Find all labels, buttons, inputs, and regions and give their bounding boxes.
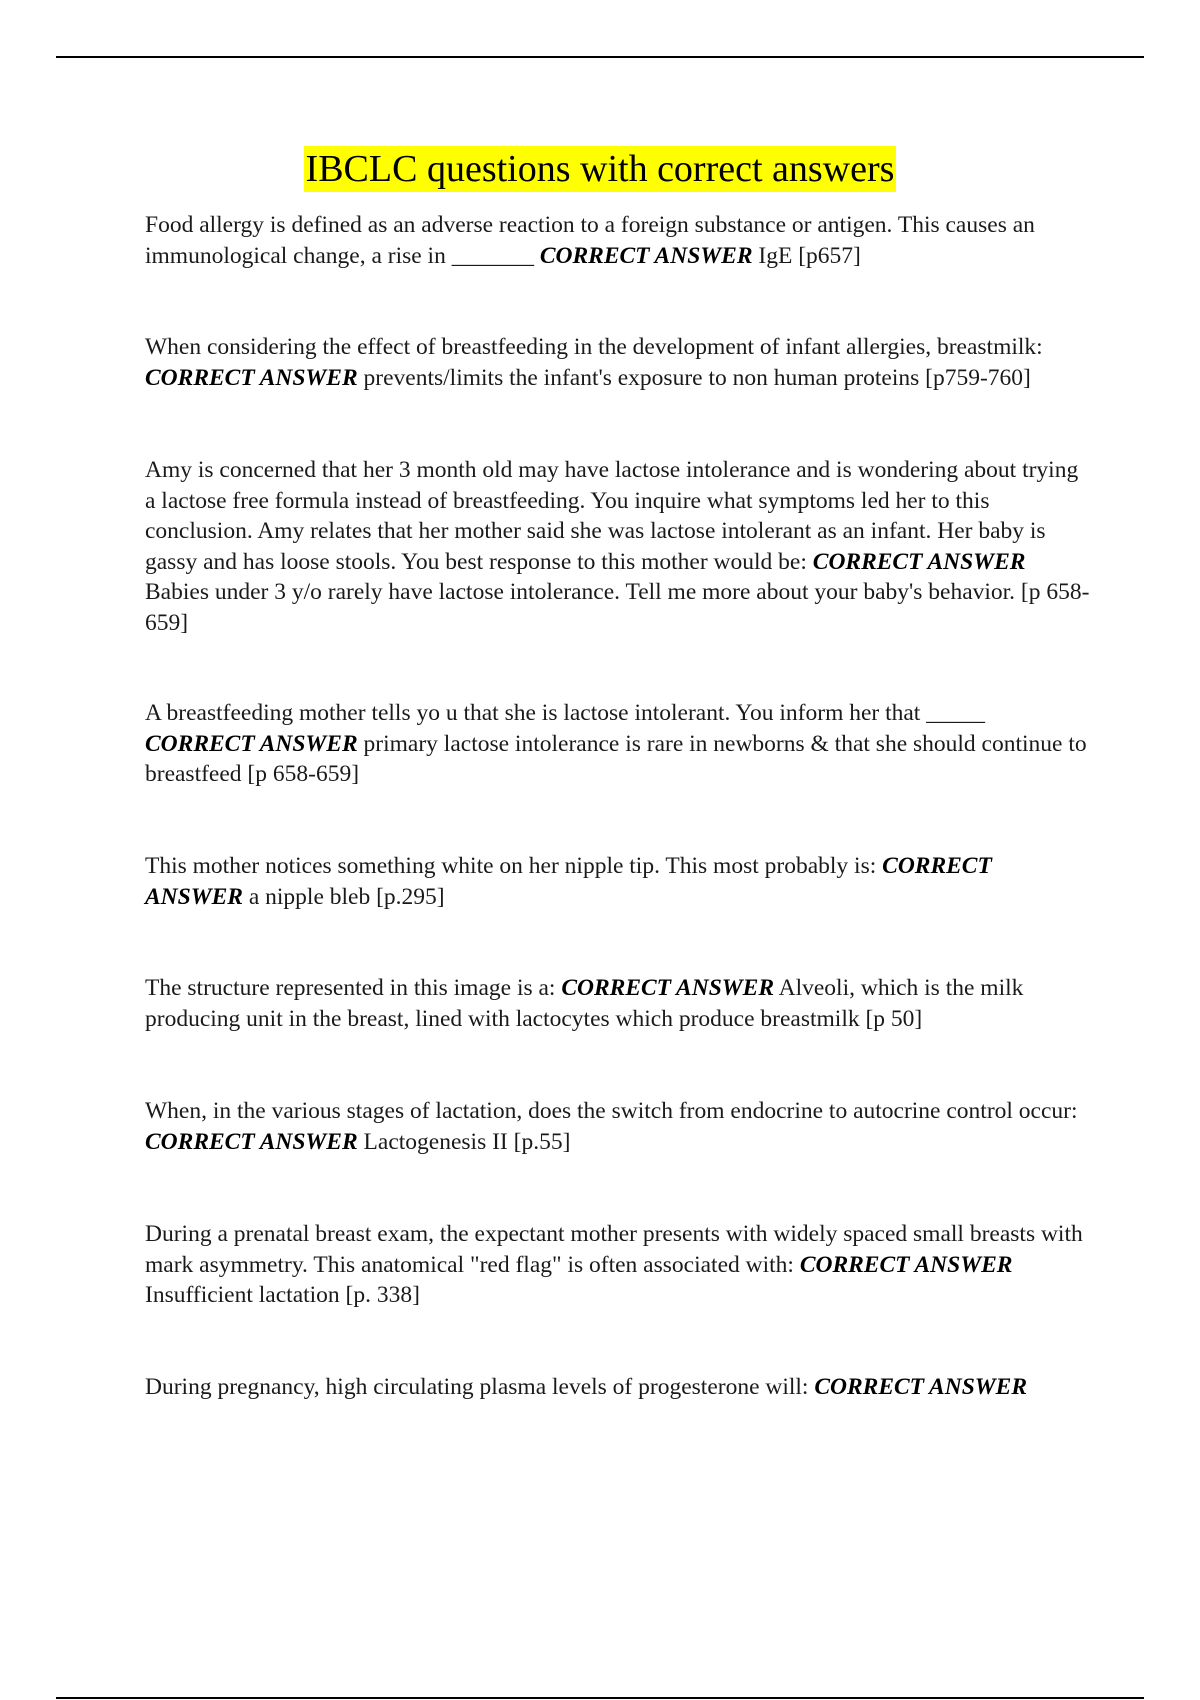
answer-text: Alveoli, which is the milk producing unit in the breast, lined with lactocytes which produce breastmilk [p 50]	[145, 975, 1024, 1032]
answer-text: IgE [p657]	[758, 242, 861, 269]
correct-answer-label: CORRECT ANSWER	[814, 1374, 1028, 1400]
correct-answer-label: CORRECT ANSWER	[799, 1251, 1013, 1278]
qa-item	[145, 332, 1090, 393]
header-rule	[56, 56, 1144, 58]
footer-rule	[56, 1697, 1144, 1699]
qa-item	[145, 1096, 1090, 1157]
qa-item	[145, 973, 1090, 1034]
question-text: During a prenatal breast exam, the expectant mother presents with widely spaced small breasts with mark asymmetry. This anatomical "red flag" is often associated with:	[145, 1221, 1083, 1278]
qa-item	[145, 698, 1090, 790]
qa-item	[145, 210, 1090, 271]
correct-answer-label: CORRECT ANSWER	[145, 730, 358, 757]
answer-text: Insufficient lactation [p. 338]	[145, 1282, 420, 1308]
question-text: This mother notices something white on her nipple tip. This most probably is:	[145, 853, 877, 879]
correct-answer-label: CORRECT ANSWER	[539, 242, 753, 269]
question-text: When, in the various stages of lactation, does the switch from endocrine to autocrine control occur:	[145, 1098, 1078, 1124]
correct-answer-label: CORRECT ANSWER	[145, 1128, 358, 1155]
title-container	[0, 146, 1200, 192]
answer-text: primary lactose intolerance is rare in newborns & that she should continue to breastfeed [p 658-659]	[145, 730, 1087, 787]
qa-item	[145, 1219, 1090, 1311]
correct-answer-label: CORRECT ANSWER	[145, 853, 992, 910]
qa-item	[145, 851, 1090, 912]
question-text: The structure represented in this image is a:	[145, 975, 556, 1001]
question-text: During pregnancy, high circulating plasma levels of progesterone will:	[145, 1374, 809, 1400]
document-title: IBCLC questions with correct answers	[305, 148, 895, 190]
question-text: Food allergy is defined as an adverse reaction to a foreign substance or antigen. This causes an immunological change, a rise in _______	[145, 212, 1035, 269]
question-text: A breastfeeding mother tells yo u that she is lactose intolerant. You inform her that _____	[145, 700, 985, 726]
correct-answer-label: CORRECT ANSWER	[812, 548, 1026, 575]
answer-text: prevents/limits the infant's exposure to non human proteins [p759-760]	[363, 364, 1031, 391]
question-text: When considering the effect of breastfeeding in the development of infant allergies, breastmilk:	[145, 334, 1043, 360]
question-text: Amy is concerned that her 3 month old may have lactose intolerance and is wondering about trying a lactose free formula instead of breastfeeding. You inquire what symptoms led her to this conclusion. Amy relates that her mother said she was lactose intolerant as an infant. Her baby is gassy and has loose stools. You best response to this mother would be:	[145, 457, 1079, 575]
answer-text: a nipple bleb [p.295]	[248, 883, 445, 910]
answer-text: Lactogenesis II [p.55]	[363, 1128, 571, 1155]
correct-answer-label: CORRECT ANSWER	[145, 364, 358, 391]
qa-item	[145, 455, 1090, 638]
correct-answer-label: CORRECT ANSWER	[561, 975, 775, 1001]
answer-text: Babies under 3 y/o rarely have lactose intolerance. Tell me more about your baby's behavior. [p 658-659]	[145, 579, 1090, 636]
qa-item	[145, 1372, 1090, 1403]
